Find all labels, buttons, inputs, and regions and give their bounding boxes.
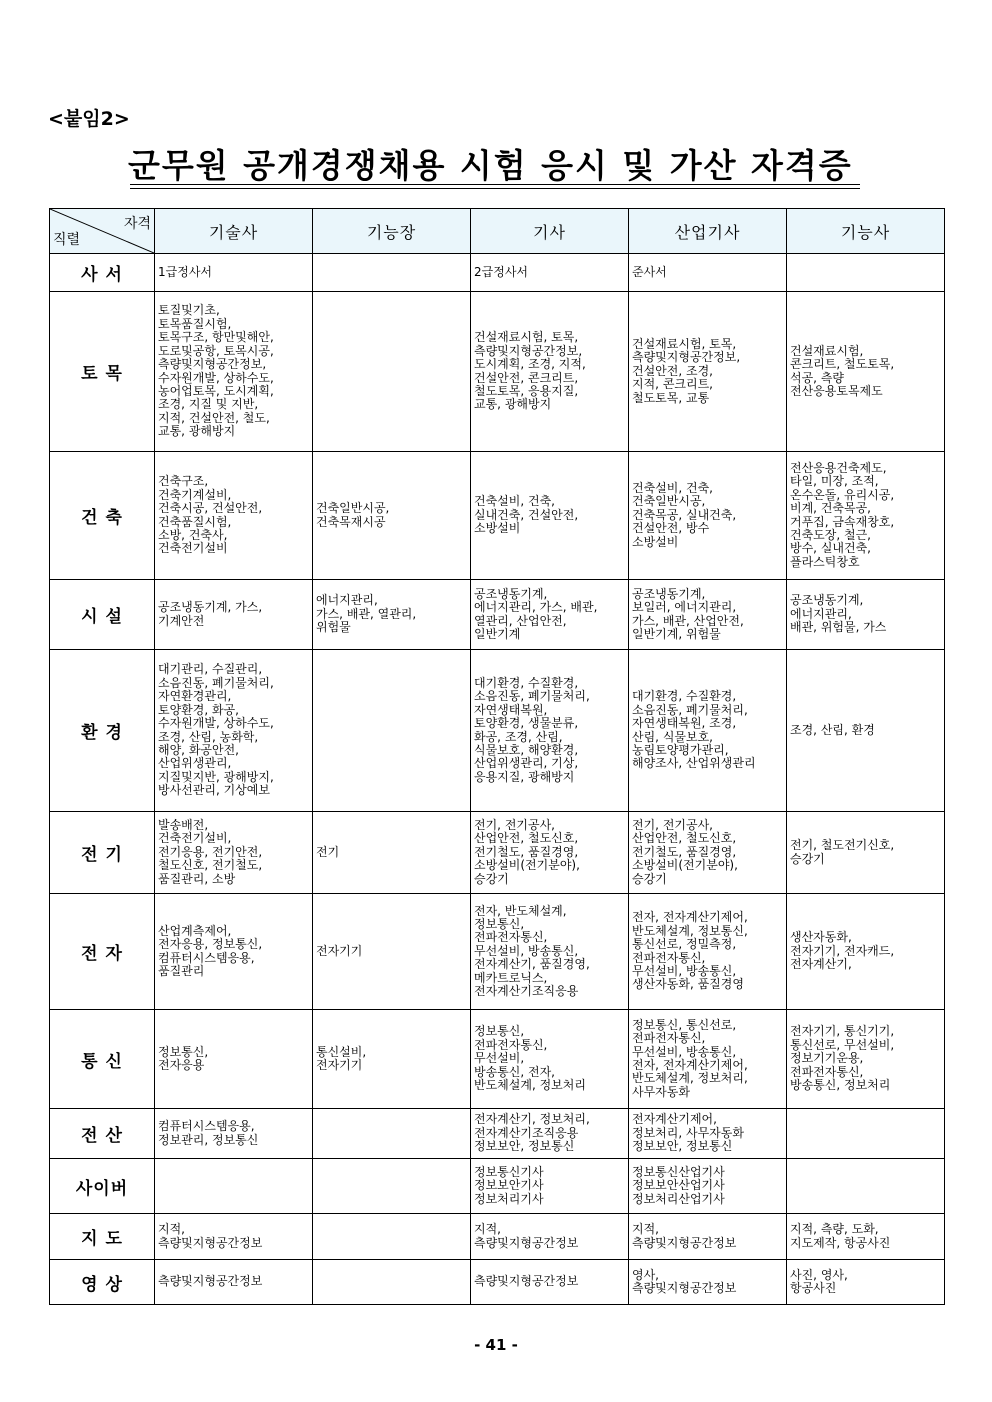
col-header-professional-engineer: 기술사 <box>155 209 313 254</box>
table-row <box>50 1260 945 1305</box>
table-cell: 전기, 전기공사, 산업안전, 철도신호, 전기철도, 품질경영, 소방설비(전기분야), 승강기 <box>471 812 629 894</box>
table-cell: 전자기기 <box>313 894 471 1010</box>
col-header-master-craftsman: 기능장 <box>313 209 471 254</box>
table-cell: 대기환경, 수질환경, 소음진동, 폐기물처리, 자연생태복원, 조경, 산림, 식물보호, 농림토양평가관리, 해양조사, 산업위생관리 <box>629 650 787 812</box>
table-cell <box>787 1109 945 1159</box>
table-cell: 측량및지형공간정보 <box>471 1260 629 1305</box>
table-cell: 발송배전, 건축전기설비, 전기응용, 전기안전, 철도신호, 전기철도, 품질관리, 소방 <box>155 812 313 894</box>
table-cell: 정보통신, 통신선로, 전파전자통신, 무선설비, 방송통신, 전자, 전자계산기제어, 반도체설계, 정보처리, 사무자동화 <box>629 1010 787 1109</box>
table-cell: 지적, 측량, 도화, 지도제작, 항공사진 <box>787 1214 945 1260</box>
table-row <box>50 812 945 894</box>
table-cell: 전자계산기, 정보처리, 전자계산기조직응용 정보보안, 정보통신 <box>471 1109 629 1159</box>
table-row <box>50 650 945 812</box>
table-cell: 전기, 전기공사, 산업안전, 철도신호, 전기철도, 품질경영, 소방설비(전기분야), 승강기 <box>629 812 787 894</box>
table-cell: 산업계측제어, 전자응용, 정보통신, 컴퓨터시스템응용, 품질관리 <box>155 894 313 1010</box>
table-cell: 사진, 영사, 항공사진 <box>787 1260 945 1305</box>
table-row <box>50 1010 945 1109</box>
table-cell <box>313 292 471 452</box>
table-cell <box>313 1214 471 1260</box>
table-cell: 전산응용건축제도, 타일, 미장, 조적, 온수온돌, 유리시공, 비계, 건축목공, 거푸집, 금속재창호, 건축도장, 철근, 방수, 실내건축, 플라스틱창호 <box>787 452 945 580</box>
row-header-librarian: 사 서 <box>50 254 155 292</box>
col-header-craftsman: 기능사 <box>787 209 945 254</box>
table-cell: 건축설비, 건축, 건축일반시공, 건축목공, 실내건축, 건설안전, 방수 소방설비 <box>629 452 787 580</box>
title-underline-1 <box>130 184 860 185</box>
table-cell <box>313 254 471 292</box>
page-number: - 41 - <box>474 1336 518 1354</box>
table-cell: 전기 <box>313 812 471 894</box>
table-cell: 대기환경, 수질환경, 소음진동, 폐기물처리, 자연생태복원, 토양환경, 생물분류, 화공, 조경, 산림, 식물보호, 해양환경, 산업위생관리, 기상, 응용지질, 광해방지 <box>471 650 629 812</box>
table-cell: 1급정사서 <box>155 254 313 292</box>
table-cell: 통신설비, 전자기기 <box>313 1010 471 1109</box>
table-row <box>50 452 945 580</box>
table-cell: 전자, 전자계산기제어, 반도체설계, 정보통신, 통신선로, 정밀측정, 전파전자통신, 무선설비, 방송통신, 생산자동화, 품질경영 <box>629 894 787 1010</box>
table-cell: 측량및지형공간정보 <box>155 1260 313 1305</box>
table-cell: 에너지관리, 가스, 배관, 열관리, 위험물 <box>313 580 471 650</box>
table-cell <box>155 1159 313 1214</box>
row-header-cyber: 사이버 <box>50 1159 155 1214</box>
table-cell: 컴퓨터시스템응용, 정보관리, 정보통신 <box>155 1109 313 1159</box>
table-cell: 조경, 산림, 환경 <box>787 650 945 812</box>
table-cell: 공조냉동기계, 에너지관리, 배관, 위험물, 가스 <box>787 580 945 650</box>
table-cell: 생산자동화, 전자기기, 전자캐드, 전자계산기, <box>787 894 945 1010</box>
col-header-industrial-engineer: 산업기사 <box>629 209 787 254</box>
table-cell: 건설재료시험, 토목, 측량및지형공간정보, 도시계획, 조경, 지적, 건설안전, 콘크리트, 철도토목, 응용지질, 교통, 광해방지 <box>471 292 629 452</box>
table-cell: 영사, 측량및지형공간정보 <box>629 1260 787 1305</box>
table-cell: 건설재료시험, 토목, 측량및지형공간정보, 건설안전, 조경, 지적, 콘크리트, 철도토목, 교통 <box>629 292 787 452</box>
table-cell: 전자계산기제어, 정보처리, 사무자동화 정보보안, 정보통신 <box>629 1109 787 1159</box>
table-row <box>50 1109 945 1159</box>
row-header-electrical: 전 기 <box>50 812 155 894</box>
table-cell: 건축일반시공, 건축목재시공 <box>313 452 471 580</box>
table-cell: 정보통신, 전자응용 <box>155 1010 313 1109</box>
table-row <box>50 894 945 1010</box>
table-cell: 지적, 측량및지형공간정보 <box>155 1214 313 1260</box>
row-header-facilities: 시 설 <box>50 580 155 650</box>
table-cell: 공조냉동기계, 보일러, 에너지관리, 가스, 배관, 산업안전, 일반기계, 위험물 <box>629 580 787 650</box>
table-cell: 건설재료시험, 콘크리트, 철도토목, 석공, 측량 전산응용토목제도 <box>787 292 945 452</box>
row-header-computing: 전 산 <box>50 1109 155 1159</box>
table-cell: 대기관리, 수질관리, 소음진동, 폐기물처리, 자연환경관리, 토양환경, 화공, 수자원개발, 상하수도, 조경, 산림, 농화학, 해양, 화공안전, 산업위생관리, 지질및지반, 광해방지, 방사선관리, 기상예보 <box>155 650 313 812</box>
table-cell: 건축설비, 건축, 실내건축, 건설안전, 소방설비 <box>471 452 629 580</box>
attachment-label: <붙임2> <box>48 108 130 130</box>
table-row <box>50 292 945 452</box>
table-cell: 전자기기, 통신기기, 통신선로, 무선설비, 정보기기운용, 전파전자통신, 방송통신, 정보처리 <box>787 1010 945 1109</box>
row-header-telecom: 통 신 <box>50 1010 155 1109</box>
table-cell: 정보통신기사 정보보안기사 정보처리기사 <box>471 1159 629 1214</box>
row-header-imaging: 영 상 <box>50 1260 155 1305</box>
corner-header-cell <box>50 209 155 254</box>
table-cell: 정보통신산업기사 정보보안산업기사 정보처리산업기사 <box>629 1159 787 1214</box>
header-row <box>50 209 945 254</box>
table-cell: 정보통신, 전파전자통신, 무선설비, 방송통신, 전자, 반도체설계, 정보처리 <box>471 1010 629 1109</box>
table-cell: 건축구조, 건축기계설비, 건축시공, 건설안전, 건축품질시험, 소방, 건축사, 건축전기설비 <box>155 452 313 580</box>
table-cell: 토질및기초, 토목품질시험, 토목구조, 항만및해안, 도로및공항, 토목시공, 측량및지형공간정보, 수자원개발, 상하수도, 농어업토목, 도시계획, 조경, 지질 및 지반, 지적, 건설안전, 철도, 교통, 광해방지 <box>155 292 313 452</box>
table-cell: 지적, 측량및지형공간정보 <box>629 1214 787 1260</box>
corner-series-label: 직렬 <box>53 232 81 248</box>
table-cell: 공조냉동기계, 가스, 기계안전 <box>155 580 313 650</box>
row-header-environment: 환 경 <box>50 650 155 812</box>
table-row <box>50 1214 945 1260</box>
row-header-architecture: 건 축 <box>50 452 155 580</box>
table-cell <box>313 1159 471 1214</box>
col-header-engineer: 기사 <box>471 209 629 254</box>
table-cell: 전자, 반도체설계, 정보통신, 전파전자통신, 무선설비, 방송통신, 전자계산기, 품질경영, 메카트로닉스, 전자계산기조직응용 <box>471 894 629 1010</box>
row-header-mapping: 지 도 <box>50 1214 155 1260</box>
title-underline-2 <box>130 188 860 189</box>
table-cell <box>313 1260 471 1305</box>
table-cell <box>787 1159 945 1214</box>
table-row <box>50 1159 945 1214</box>
table-cell <box>787 254 945 292</box>
row-header-civil: 토 목 <box>50 292 155 452</box>
page-title: 군무원 공개경쟁채용 시험 응시 및 가산 자격증 <box>128 146 853 185</box>
corner-qualification-label: 자격 <box>123 216 151 232</box>
table-cell: 2급정사서 <box>471 254 629 292</box>
table-cell <box>313 1109 471 1159</box>
row-header-electronics: 전 자 <box>50 894 155 1010</box>
table-cell: 준사서 <box>629 254 787 292</box>
table-cell: 공조냉동기계, 에너지관리, 가스, 배관, 열관리, 산업안전, 일반기계 <box>471 580 629 650</box>
table-row <box>50 254 945 292</box>
table-cell: 지적, 측량및지형공간정보 <box>471 1214 629 1260</box>
table-row <box>50 580 945 650</box>
table-cell: 전기, 철도전기신호, 승강기 <box>787 812 945 894</box>
certificate-table <box>49 208 945 1305</box>
table-cell <box>313 650 471 812</box>
